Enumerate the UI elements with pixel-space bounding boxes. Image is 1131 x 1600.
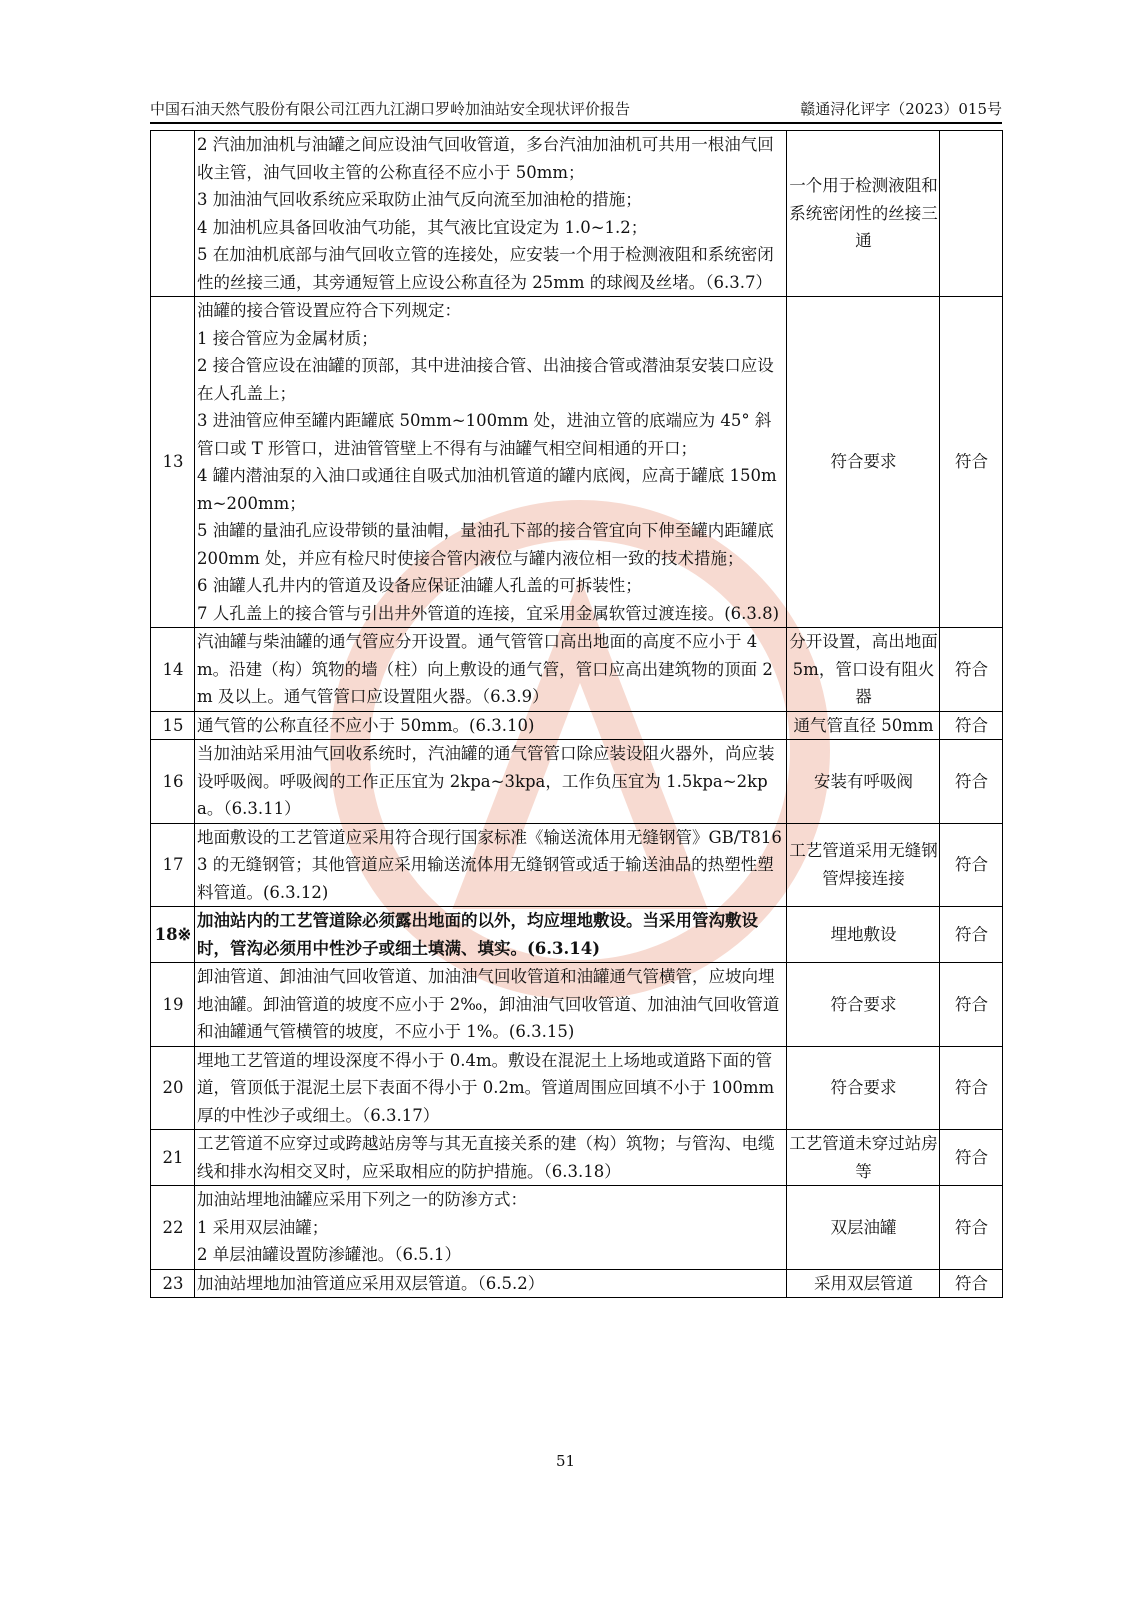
actual-condition-cell: 通气管直径 50mm [787, 711, 940, 740]
requirement-cell [195, 131, 787, 297]
row-number: 16 [151, 740, 195, 824]
row-number: 20 [151, 1046, 195, 1130]
requirement-line: 加油站内的工艺管道除必须露出地面的以外，均应埋地敷设。当采用管沟敷设时，管沟必须用中性沙子或细土填满、填实。(6.3.14) [197, 911, 758, 958]
evaluation-table [150, 130, 1003, 1298]
requirement-line: 3 加油油气回收系统应采取防止油气反向流至加油枪的措施； [197, 190, 642, 209]
requirement-line: 卸油管道、卸油油气回收管道、加油油气回收管道和油罐通气管横管，应坡向埋地油罐。卸油管道的坡度不应小于 2‰，卸油油气回收管道、加油油气回收管道和油罐通气管横管的坡度，不应小于 1%。(6.3.15) [197, 967, 780, 1041]
table-row [151, 963, 1003, 1047]
table-row [151, 711, 1003, 740]
requirement-cell [195, 628, 787, 712]
table-row [151, 297, 1003, 628]
result-cell: 符合 [940, 628, 1003, 712]
actual-condition-cell: 埋地敷设 [787, 907, 940, 963]
page-number: 51 [555, 1452, 576, 1470]
actual-condition-cell: 符合要求 [787, 297, 940, 628]
requirement-line: 1 接合管应为金属材质； [197, 328, 378, 348]
result-cell: 符合 [940, 711, 1003, 740]
actual-condition-cell: 双层油罐 [787, 1186, 940, 1270]
table-row [151, 740, 1003, 824]
requirement-line: 当加油站采用油气回收系统时，汽油罐的通气管管口除应装设阻火器外，尚应装设呼吸阀。呼吸阀的工作正压宜为 2kpa~3kpa，工作负压宜为 1.5kpa~2kpa。（6.3.11） [197, 744, 775, 818]
requirement-line: 加油站埋地油罐应采用下列之一的防渗方式： [197, 1190, 527, 1209]
actual-condition-cell: 一个用于检测液阻和系统密闭性的丝接三通 [787, 131, 940, 297]
requirement-line: 2 单层油罐设置防渗罐池。（6.5.1） [197, 1245, 461, 1264]
requirement-line: 加油站埋地加油管道应采用双层管道。（6.5.2） [197, 1273, 545, 1293]
requirement-cell [195, 907, 787, 963]
requirement-line: 3 进油管应伸至罐内距罐底 50mm~100mm 处，进油立管的底端应为 45° 斜管口或 T 形管口，进油管管壁上不得有与油罐气相空间相通的开口； [197, 411, 772, 458]
requirement-cell [195, 1269, 787, 1298]
requirement-line: 工艺管道不应穿过或跨越站房等与其无直接关系的建（构）筑物；与管沟、电缆线和排水沟相交叉时，应采取相应的防护措施。（6.3.18） [197, 1134, 775, 1181]
requirement-line: 2 接合管应设在油罐的顶部，其中进油接合管、出油接合管或潜油泵安装口应设在人孔盖上； [197, 356, 774, 403]
result-cell: 符合 [940, 907, 1003, 963]
table-row [151, 1046, 1003, 1130]
table-row [151, 1186, 1003, 1270]
actual-condition-cell: 采用双层管道 [787, 1269, 940, 1298]
requirement-line: 汽油罐与柴油罐的通气管应分开设置。通气管管口高出地面的高度不应小于 4m。沿建（构）筑物的墙（柱）向上敷设的通气管，管口应高出建筑物的顶面 2m 及以上。通气管管口应设置阻火器。（6.3.9） [197, 632, 773, 706]
result-cell: 符合 [940, 297, 1003, 628]
requirement-line: 2 汽油加油机与油罐之间应设油气回收管道，多台汽油加油机可共用一根油气回收主管，油气回收主管的公称直径不应小于 50mm； [197, 135, 774, 182]
table-row [151, 1130, 1003, 1186]
table-row [151, 1269, 1003, 1298]
requirement-line: 4 加油机应具备回收油气功能，其气液比宜设定为 1.0~1.2； [197, 217, 648, 237]
requirement-cell [195, 823, 787, 907]
row-number: 14 [151, 628, 195, 712]
result-cell: 符合 [940, 1269, 1003, 1298]
requirement-cell [195, 1130, 787, 1186]
table-row [151, 131, 1003, 297]
requirement-line: 5 油罐的量油孔应设带锁的量油帽，量油孔下部的接合管宜向下伸至罐内距罐底 200mm 处，并应有检尺时使接合管内液位与罐内液位相一致的技术措施； [197, 521, 774, 568]
row-number: 19 [151, 963, 195, 1047]
requirement-line: 6 油罐人孔井内的管道及设备应保证油罐人孔盖的可拆装性； [197, 576, 642, 595]
result-cell: 符合 [940, 823, 1003, 907]
actual-condition-cell: 安装有呼吸阀 [787, 740, 940, 824]
actual-condition-cell: 符合要求 [787, 1046, 940, 1130]
row-number: 15 [151, 711, 195, 740]
requirement-cell [195, 297, 787, 628]
requirement-line: 7 人孔盖上的接合管与引出井外管道的连接，宜采用金属软管过渡连接。(6.3.8) [197, 603, 780, 623]
result-cell: 符合 [940, 1046, 1003, 1130]
row-number: 13 [151, 297, 195, 628]
requirement-line: 油罐的接合管设置应符合下列规定： [197, 301, 461, 320]
actual-condition-cell: 工艺管道未穿过站房等 [787, 1130, 940, 1186]
requirement-cell [195, 1046, 787, 1130]
row-number: 21 [151, 1130, 195, 1186]
result-cell: 符合 [940, 963, 1003, 1047]
requirement-line: 1 采用双层油罐； [197, 1217, 329, 1237]
page-header [150, 96, 1002, 124]
result-cell: 符合 [940, 1186, 1003, 1270]
actual-condition-cell: 工艺管道采用无缝钢管焊接连接 [787, 823, 940, 907]
report-title: 中国石油天然气股份有限公司江西九江湖口罗岭加油站安全现状评价报告 [150, 100, 631, 118]
result-cell: 符合 [940, 1130, 1003, 1186]
report-number: 赣通浔化评字（2023）015号 [800, 100, 1002, 118]
requirement-line: 通气管的公称直径不应小于 50mm。(6.3.10) [197, 715, 535, 735]
row-number: 17 [151, 823, 195, 907]
actual-condition-cell: 分开设置，高出地面 5m，管口设有阻火器 [787, 628, 940, 712]
requirement-line: 5 在加油机底部与油气回收立管的连接处，应安装一个用于检测液阻和系统密闭性的丝接三通，其旁通短管上应设公称直径为 25mm 的球阀及丝堵。（6.3.7） [197, 245, 774, 292]
requirement-cell [195, 963, 787, 1047]
requirement-line: 地面敷设的工艺管道应采用符合现行国家标准《输送流体用无缝钢管》GB/T8163 的无缝钢管；其他管道应采用输送流体用无缝钢管或适于输送油品的热塑性塑料管道。(6.3.12) [197, 827, 782, 902]
row-number: 22 [151, 1186, 195, 1270]
table-row [151, 907, 1003, 963]
table-row [151, 628, 1003, 712]
requirement-line: 4 罐内潜油泵的入油口或通往自吸式加油机管道的罐内底阀，应高于罐底 150mm~200mm； [197, 466, 777, 513]
row-number [151, 131, 195, 297]
requirement-cell [195, 740, 787, 824]
result-cell [940, 131, 1003, 297]
requirement-cell [195, 1186, 787, 1270]
row-number: 18※ [151, 907, 195, 963]
result-cell: 符合 [940, 740, 1003, 824]
actual-condition-cell: 符合要求 [787, 963, 940, 1047]
requirement-cell [195, 711, 787, 740]
row-number: 23 [151, 1269, 195, 1298]
requirement-line: 埋地工艺管道的埋设深度不得小于 0.4m。敷设在混泥土上场地或道路下面的管道，管顶低于混泥土层下表面不得小于 0.2m。管道周围应回填不小于 100mm 厚的中性沙子或细土。（6.3.17） [197, 1050, 775, 1125]
table-row [151, 823, 1003, 907]
